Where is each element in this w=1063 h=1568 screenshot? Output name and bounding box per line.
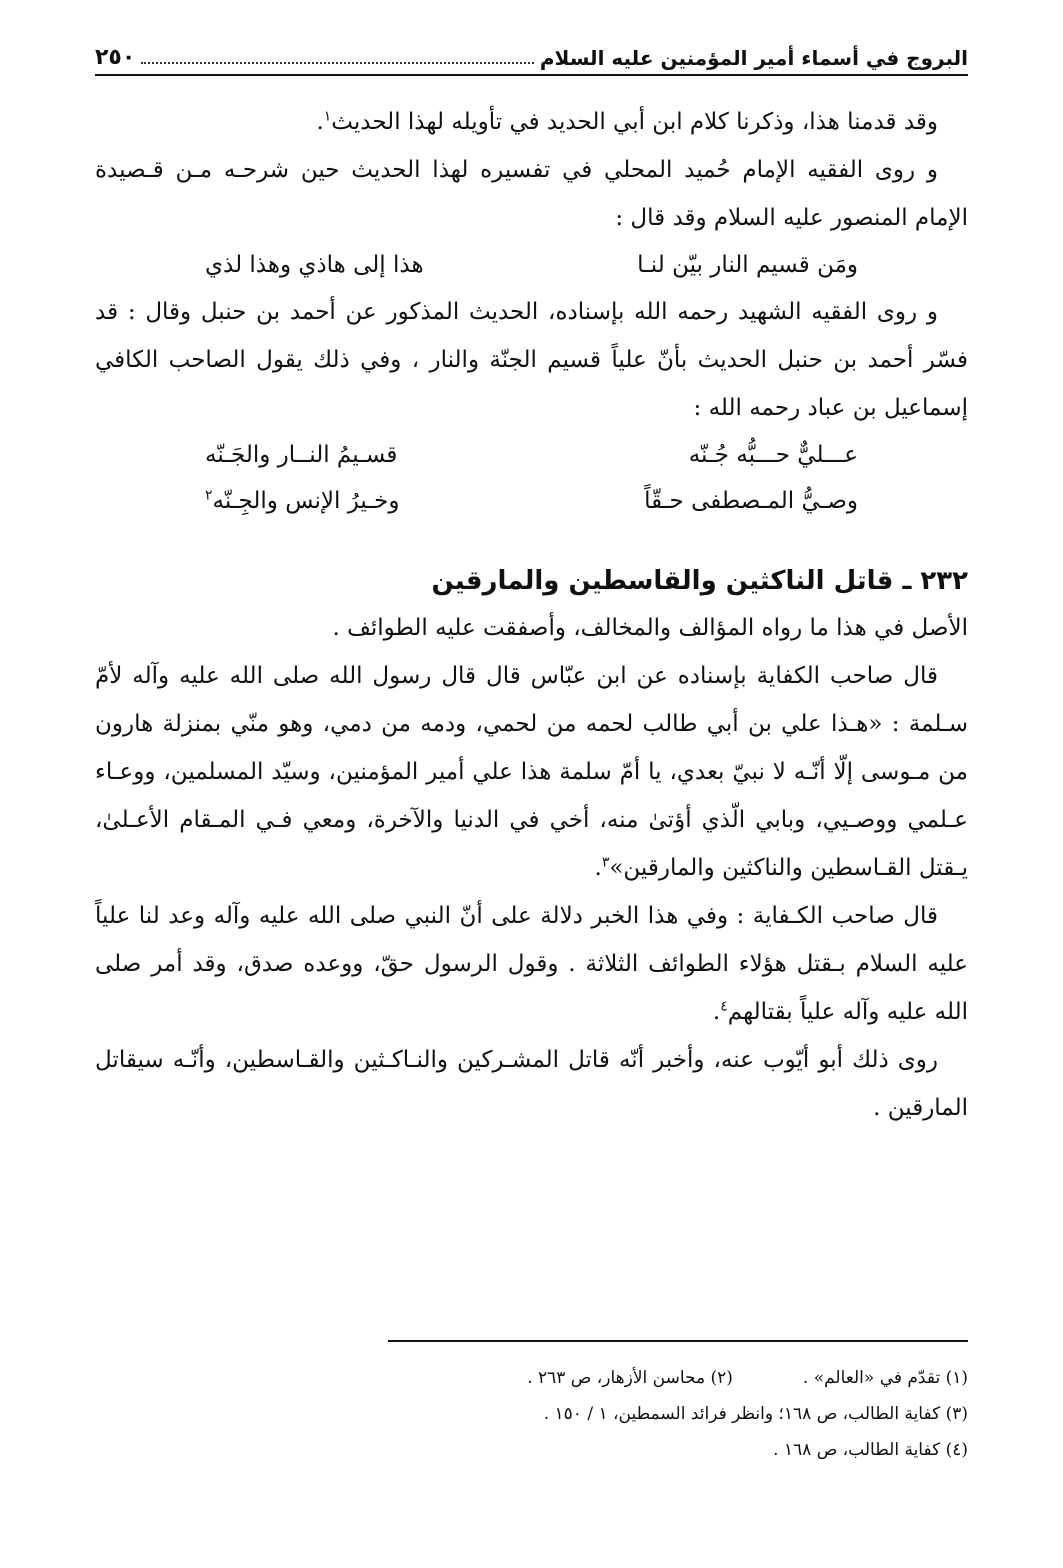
paragraph: الأصل في هذا ما رواه المؤالف والمخالف، وأصفقت عليه الطوائف . (332, 615, 968, 641)
page-number: ٢٥٠ (95, 45, 136, 70)
section-heading: ٢٣٢ ـ قاتل الناكثين والقاسطين والمارقين (431, 566, 968, 596)
verse-line (95, 432, 968, 478)
footnote-row (95, 1360, 968, 1396)
verse-second-hemistich: هذا إلى هاذي وهذا لذي (205, 252, 424, 278)
footnotes (95, 1360, 968, 1468)
main-text (95, 98, 968, 1132)
verse-first-hemistich: وصـيُّ المـصطفى حـقّاً (644, 488, 858, 514)
footnote-ref: ٢ (205, 487, 213, 504)
paragraph: قال صاحب الكـفاية : وفي هذا الخبر دلالة على أنّ النبي صلى الله عليه وآله وعد لنا علياً عليه السلام بـقتل هؤلاء الطوائف الثلاثة . وقول الرسول حقّ، ووعده صدق، وقد أمر صلى الله عليه وآله علياً بقتالهم$^٤$. (95, 903, 968, 1025)
verse-second-hemistich: قسـيمُ النــار والجَـنّه (205, 442, 398, 468)
footnote-4: (٤) كفاية الطالب، ص ١٦٨ . (773, 1440, 968, 1460)
footnote-1: (١) تقدّم في «العالم» . (802, 1368, 968, 1388)
verse-line (95, 478, 968, 524)
paragraph: و روى الفقيه الإمام حُميد المحلي في تفسيره لهذا الحديث حين شرحـه مـن قـصيدة الإمام المنصور عليه السلام وقد قال : (95, 157, 968, 231)
footnote-2: (٢) محاسن الأزهار، ص ٢٦٣ . (527, 1368, 733, 1388)
running-header (95, 36, 968, 76)
verse-line (95, 242, 968, 288)
paragraph: روى ذلك أبو أيّوب عنه، وأخبر أنّه قاتل المشـركين والنـاكـثين والقـاسطين، وأنّـه سيقاتل المارقين . (95, 1047, 968, 1121)
paragraph: وقد قدمنا هذا، وذكرنا كلام ابن أبي الحديد في تأويله لهذا الحديث$^١$. (316, 108, 938, 135)
footnote-divider (388, 1340, 968, 1342)
verse-second-hemistich: وخـيرُ الإنس والجِـنّه$^٢$ (205, 487, 400, 514)
paragraph: و روى الفقيه الشهيد رحمه الله بإسناده، الحديث المذكور عن أحمد بن حنبل وقال : قد فسّر أحمد بن حنبل الحديث بأنّ علياً قسيم الجنّة والنار ، وفي ذلك يقول الصاحب الكافي إسماعيل بن عباد رحمه الله : (95, 299, 968, 421)
footnote-ref: ٤ (720, 998, 728, 1015)
footnote-3: (٣) كفاية الطالب، ص ١٦٨؛ وانظر فرائد السمطين، ١ / ١٥٠ . (543, 1404, 968, 1424)
paragraph: قال صاحب الكفاية بإسناده عن ابن عبّاس قال قال رسول الله صلى الله عليه وآله لأمّ سـلمة : «هـذا علي بن أبي طالب لحمه من لحمي، ودمه من دمي، وهو منّي بمنزلة هارون من مـوسى إلّا أنّـه لا نبيّ بعدي، يا أمّ سلمة هذا علي أمير المؤمنين، وسيّد المسلمين، ووعـاء عـلمي ووصـيي، وبابي الّذي أؤتىٰ منه، أخي في الدنيا والآخرة، ومعي فـي المـقام الأعـلىٰ، يـقتل القـاسطين والناكثين والمارقين»$^٣$. (95, 663, 968, 881)
footnote-ref: ٣ (601, 854, 610, 871)
header-dot-leader (141, 62, 534, 64)
running-title: البروج في أسماء أمير المؤمنين عليه السلام (539, 46, 968, 70)
footnote-ref: ١ (323, 108, 332, 125)
verse-first-hemistich: ومَن قسيم النار بيّن لنـا (637, 252, 858, 278)
verse-first-hemistich: عـــليٌّ حـــبُّه جُـنّه (688, 442, 858, 468)
